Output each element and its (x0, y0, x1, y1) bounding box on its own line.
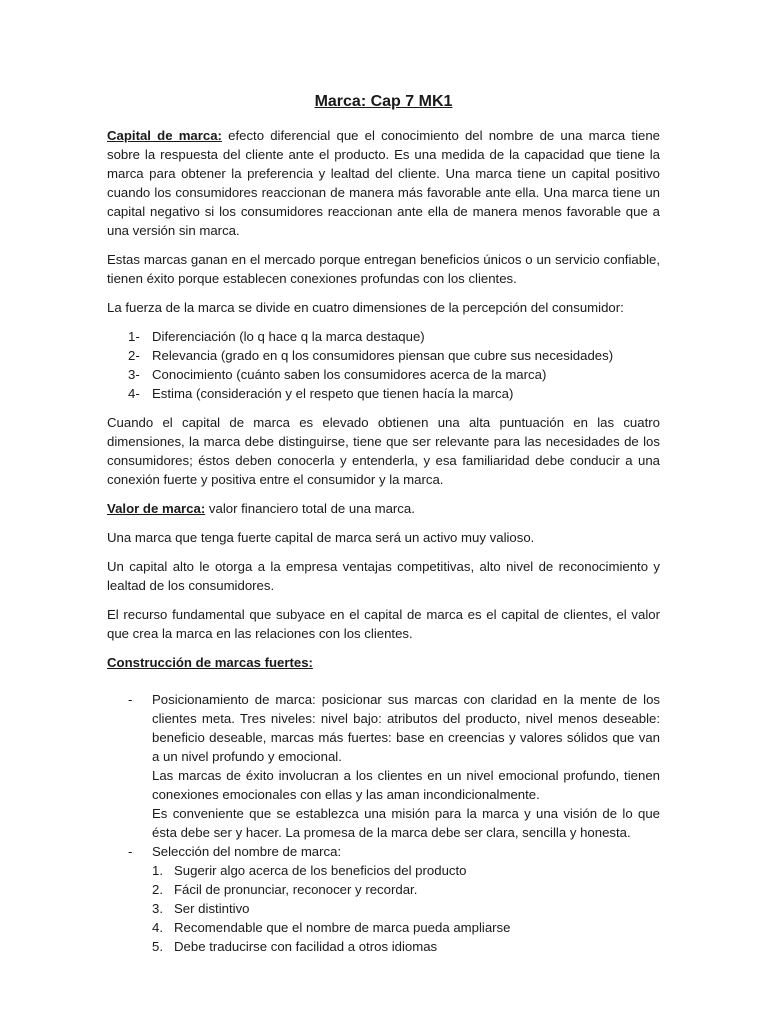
term-capital-de-marca: Capital de marca: (107, 128, 222, 143)
definition-capital-de-marca: efecto diferencial que el conocimiento del nombre de una marca tiene sobre la respuesta del cliente ante el producto. Es una medida de la capacidad que tiene la marca para obtener la preferencia y lealtad del cliente. Una marca tiene un capital positivo cuando los consumidores reaccionan de manera más favorable ante ella. Una marca tiene un capital negativo si los consumidores reaccionan ante ella de manera menos favorable que a una versión sin marca. (107, 128, 661, 238)
list-item: 3. Ser distintivo (152, 901, 250, 916)
term-valor-de-marca: Valor de marca: (107, 501, 206, 516)
definition-valor-de-marca: valor financiero total de una marca. (205, 501, 415, 516)
list-item: 5. Debe traducirse con facilidad a otros idiomas (152, 939, 438, 954)
dimensions-list (107, 327, 660, 403)
list-item: 1- Diferenciación (lo q hace q la marca destaque) (128, 329, 425, 344)
list-item: 3- Conocimiento (cuánto saben los consumidores acerca de la marca) (128, 367, 547, 382)
page-title: Marca: Cap 7 MK1 (314, 93, 453, 110)
section-heading-construccion: Construcción de marcas fuertes: (107, 655, 313, 670)
construction-list (107, 690, 660, 956)
paragraph-capital-de-marca (107, 126, 660, 240)
list-item: 1. Sugerir algo acerca de los beneficios del producto (152, 863, 467, 878)
paragraph-recurso-fundamental: El recurso fundamental que subyace en el capital de marca es el capital de clientes, el valor que crea la marca en las relaciones con los clientes. (107, 607, 660, 641)
paragraph-activo-valioso: Una marca que tenga fuerte capital de marca será un activo muy valioso. (107, 530, 535, 545)
list-item-posicionamiento: - Posicionamiento de marca: posicionar sus marcas con claridad en la mente de los clientes meta. Tres niveles: nivel bajo: atributos del producto, nivel menos deseable: beneficio deseable, marcas más fuertes: base en creencias y valores sólidos que van a un nivel profundo y emocional. Las marcas de éxito involucran a los clientes en un nivel emocional profundo, tienen conexiones emocionales con ellas y las aman incondicionalmente. Es conveniente que se establezca una misión para la marca y una visión de lo que ésta debe ser y hacer. La promesa de la marca debe ser clara, sencilla y honesta. (128, 692, 660, 840)
paragraph-marcas-ganan: Estas marcas ganan en el mercado porque entregan beneficios únicos o un servicio confiable, tienen éxito porque establecen conexiones profundas con los clientes. (107, 252, 660, 286)
list-item: 4. Recomendable que el nombre de marca pueda ampliarse (152, 920, 511, 935)
paragraph-capital-elevado: Cuando el capital de marca es elevado obtienen una alta puntuación en las cuatro dimensiones, la marca debe distinguirse, tiene que ser relevante para las necesidades de los consumidores; éstos deben conocerla y entenderla, y esa familiaridad debe conducir a una conexión fuerte y positiva entre el consumidor y la marca. (107, 415, 660, 487)
name-rules-list (152, 861, 660, 956)
list-item: 2. Fácil de pronunciar, reconocer y recordar. (152, 882, 418, 897)
list-item-seleccion-nombre: - Selección del nombre de marca: 1. Sugerir algo acerca de los beneficios del producto 2. Fácil de pronunciar, reconocer y recordar. 3. Ser distintivo 4. Recomendable que el nombre de marca pueda ampliarse 5. Debe traducirse con facilidad a otros idiomas (107, 842, 660, 956)
paragraph-capital-alto: Un capital alto le otorga a la empresa ventajas competitivas, alto nivel de reconocimiento y lealtad de los consumidores. (107, 559, 660, 593)
paragraph-fuerza-de-marca: La fuerza de la marca se divide en cuatro dimensiones de la percepción del consumidor: (107, 300, 624, 315)
list-item: 4- Estima (consideración y el respeto que tienen hacía la marca) (128, 386, 514, 401)
paragraph-valor-de-marca (107, 499, 660, 518)
list-item: 2- Relevancia (grado en q los consumidores piensan que cubre sus necesidades) (128, 348, 614, 363)
